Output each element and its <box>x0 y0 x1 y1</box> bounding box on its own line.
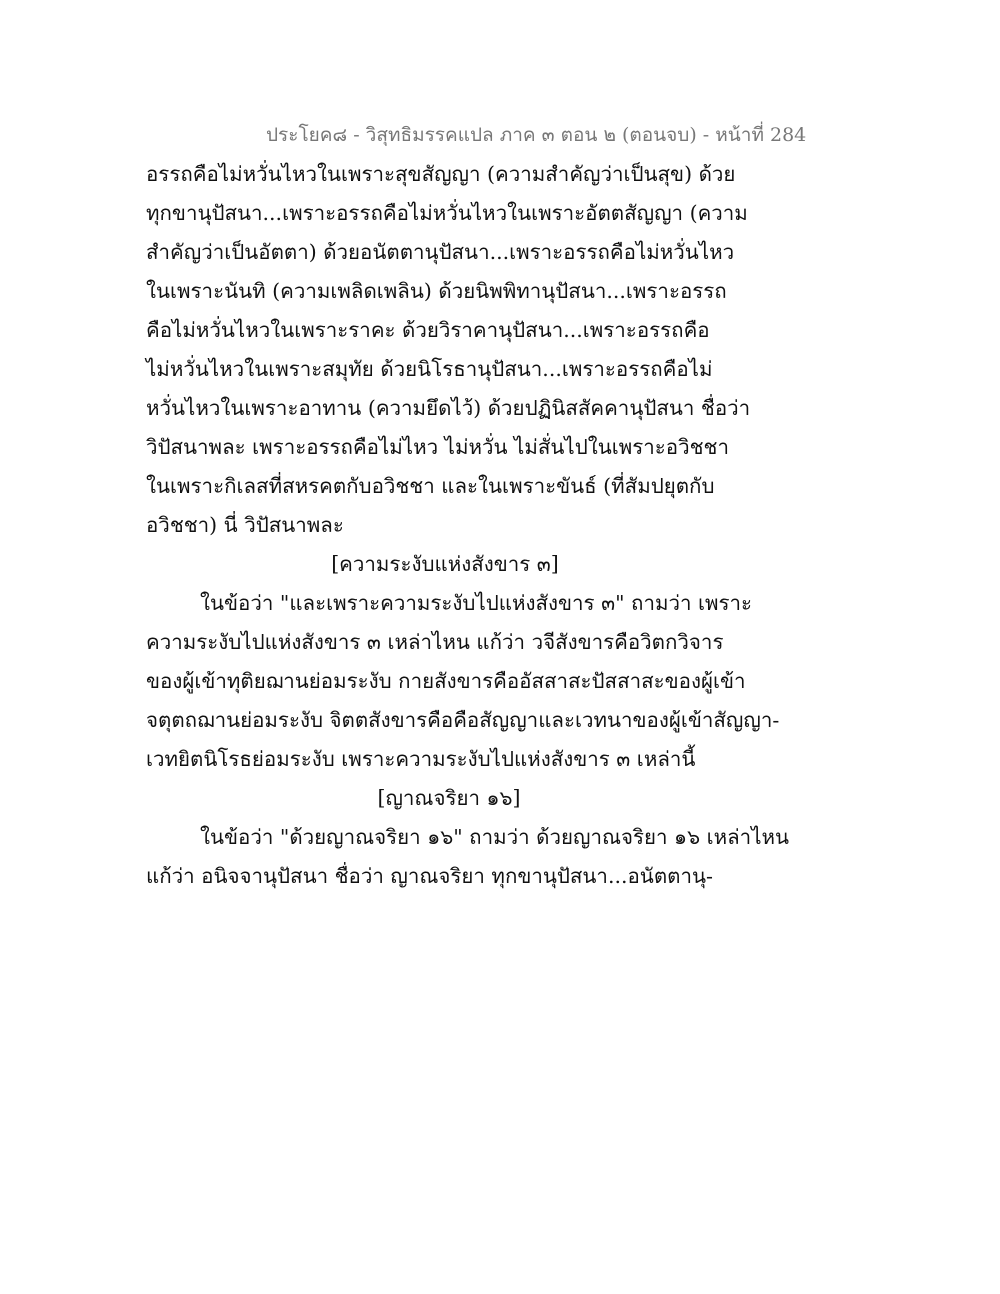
section-heading: [ความระงับแห่งสังขาร ๓] <box>331 552 559 576</box>
text-line: แก้ว่า อนิจจานุปัสนา ชื่อว่า ญาณจริยา ทุกขานุปัสนา...อนัตตานุ- <box>146 864 713 888</box>
text-line: เวทยิตนิโรธย่อมระงับ เพราะความระงับไปแห่งสังขาร ๓ เหล่านี้ <box>146 747 696 771</box>
text-line: คือไม่หวั่นไหวในเพราะราคะ ด้วยวิราคานุปัสนา...เพราะอรรถคือ <box>146 318 710 342</box>
text-line: จตุตถฌานย่อมระงับ จิตตสังขารคือคือสัญญาและเวทนาของผู้เข้าสัญญา- <box>146 708 780 732</box>
text-line: ในข้อว่า "ด้วยญาณจริยา ๑๖" ถามว่า ด้วยญาณจริยา ๑๖ เหล่าไหน <box>200 825 790 849</box>
text-line: สำคัญว่าเป็นอัตตา) ด้วยอนัตตานุปัสนา...เพราะอรรถคือไม่หวั่นไหว <box>146 240 735 264</box>
paragraph-knowledge-conduct <box>146 818 790 896</box>
text-line: ไม่หวั่นไหวในเพราะสมุทัย ด้วยนิโรธานุปัสนา...เพราะอรรถคือไม่ <box>146 357 713 381</box>
text-line: ทุกขานุปัสนา...เพราะอรรถคือไม่หวั่นไหวในเพราะอัตตสัญญา (ความ <box>146 201 748 225</box>
text-line: หวั่นไหวในเพราะอาทาน (ความยึดไว้) ด้วยปฏินิสสัคคานุปัสนา ชื่อว่า <box>146 396 751 420</box>
text-line: ในเพราะกิเลสที่สหรคตกับอวิชชา และในเพราะขันธ์ (ที่สัมปยุตกับ <box>146 474 715 498</box>
text-line: ความระงับไปแห่งสังขาร ๓ เหล่าไหน แก้ว่า วจีสังขารคือวิตกวิจาร <box>146 630 724 654</box>
text-line: ของผู้เข้าทุติยฌานย่อมระงับ กายสังขารคืออัสสาสะปัสสาสะของผู้เข้า <box>146 669 746 693</box>
paragraph-formations-cessation <box>146 584 780 779</box>
body-text <box>146 155 790 896</box>
section-heading: [ญาณจริยา ๑๖] <box>377 786 521 810</box>
running-header: ประโยค๘ - วิสุทธิมรรคแปล ภาค ๓ ตอน ๒ (ตอนจบ) - หน้าที่ 284 <box>266 124 807 146</box>
text-line: อวิชชา) นี่ วิปัสนาพละ <box>146 513 344 537</box>
text-line: วิปัสนาพละ เพราะอรรถคือไม่ไหว ไม่หวั่น ไม่สั่นไปในเพราะอวิชชา <box>146 435 729 459</box>
text-line: ในเพราะนันทิ (ความเพลิดเพลิน) ด้วยนิพพิทานุปัสนา...เพราะอรรถ <box>146 279 727 303</box>
text-line: อรรถคือไม่หวั่นไหวในเพราะสุขสัญญา (ความสำคัญว่าเป็นสุข) ด้วย <box>146 162 736 186</box>
text-line: ในข้อว่า "และเพราะความระงับไปแห่งสังขาร ๓" ถามว่า เพราะ <box>200 591 753 615</box>
paragraph-vipassana-power <box>146 155 751 545</box>
